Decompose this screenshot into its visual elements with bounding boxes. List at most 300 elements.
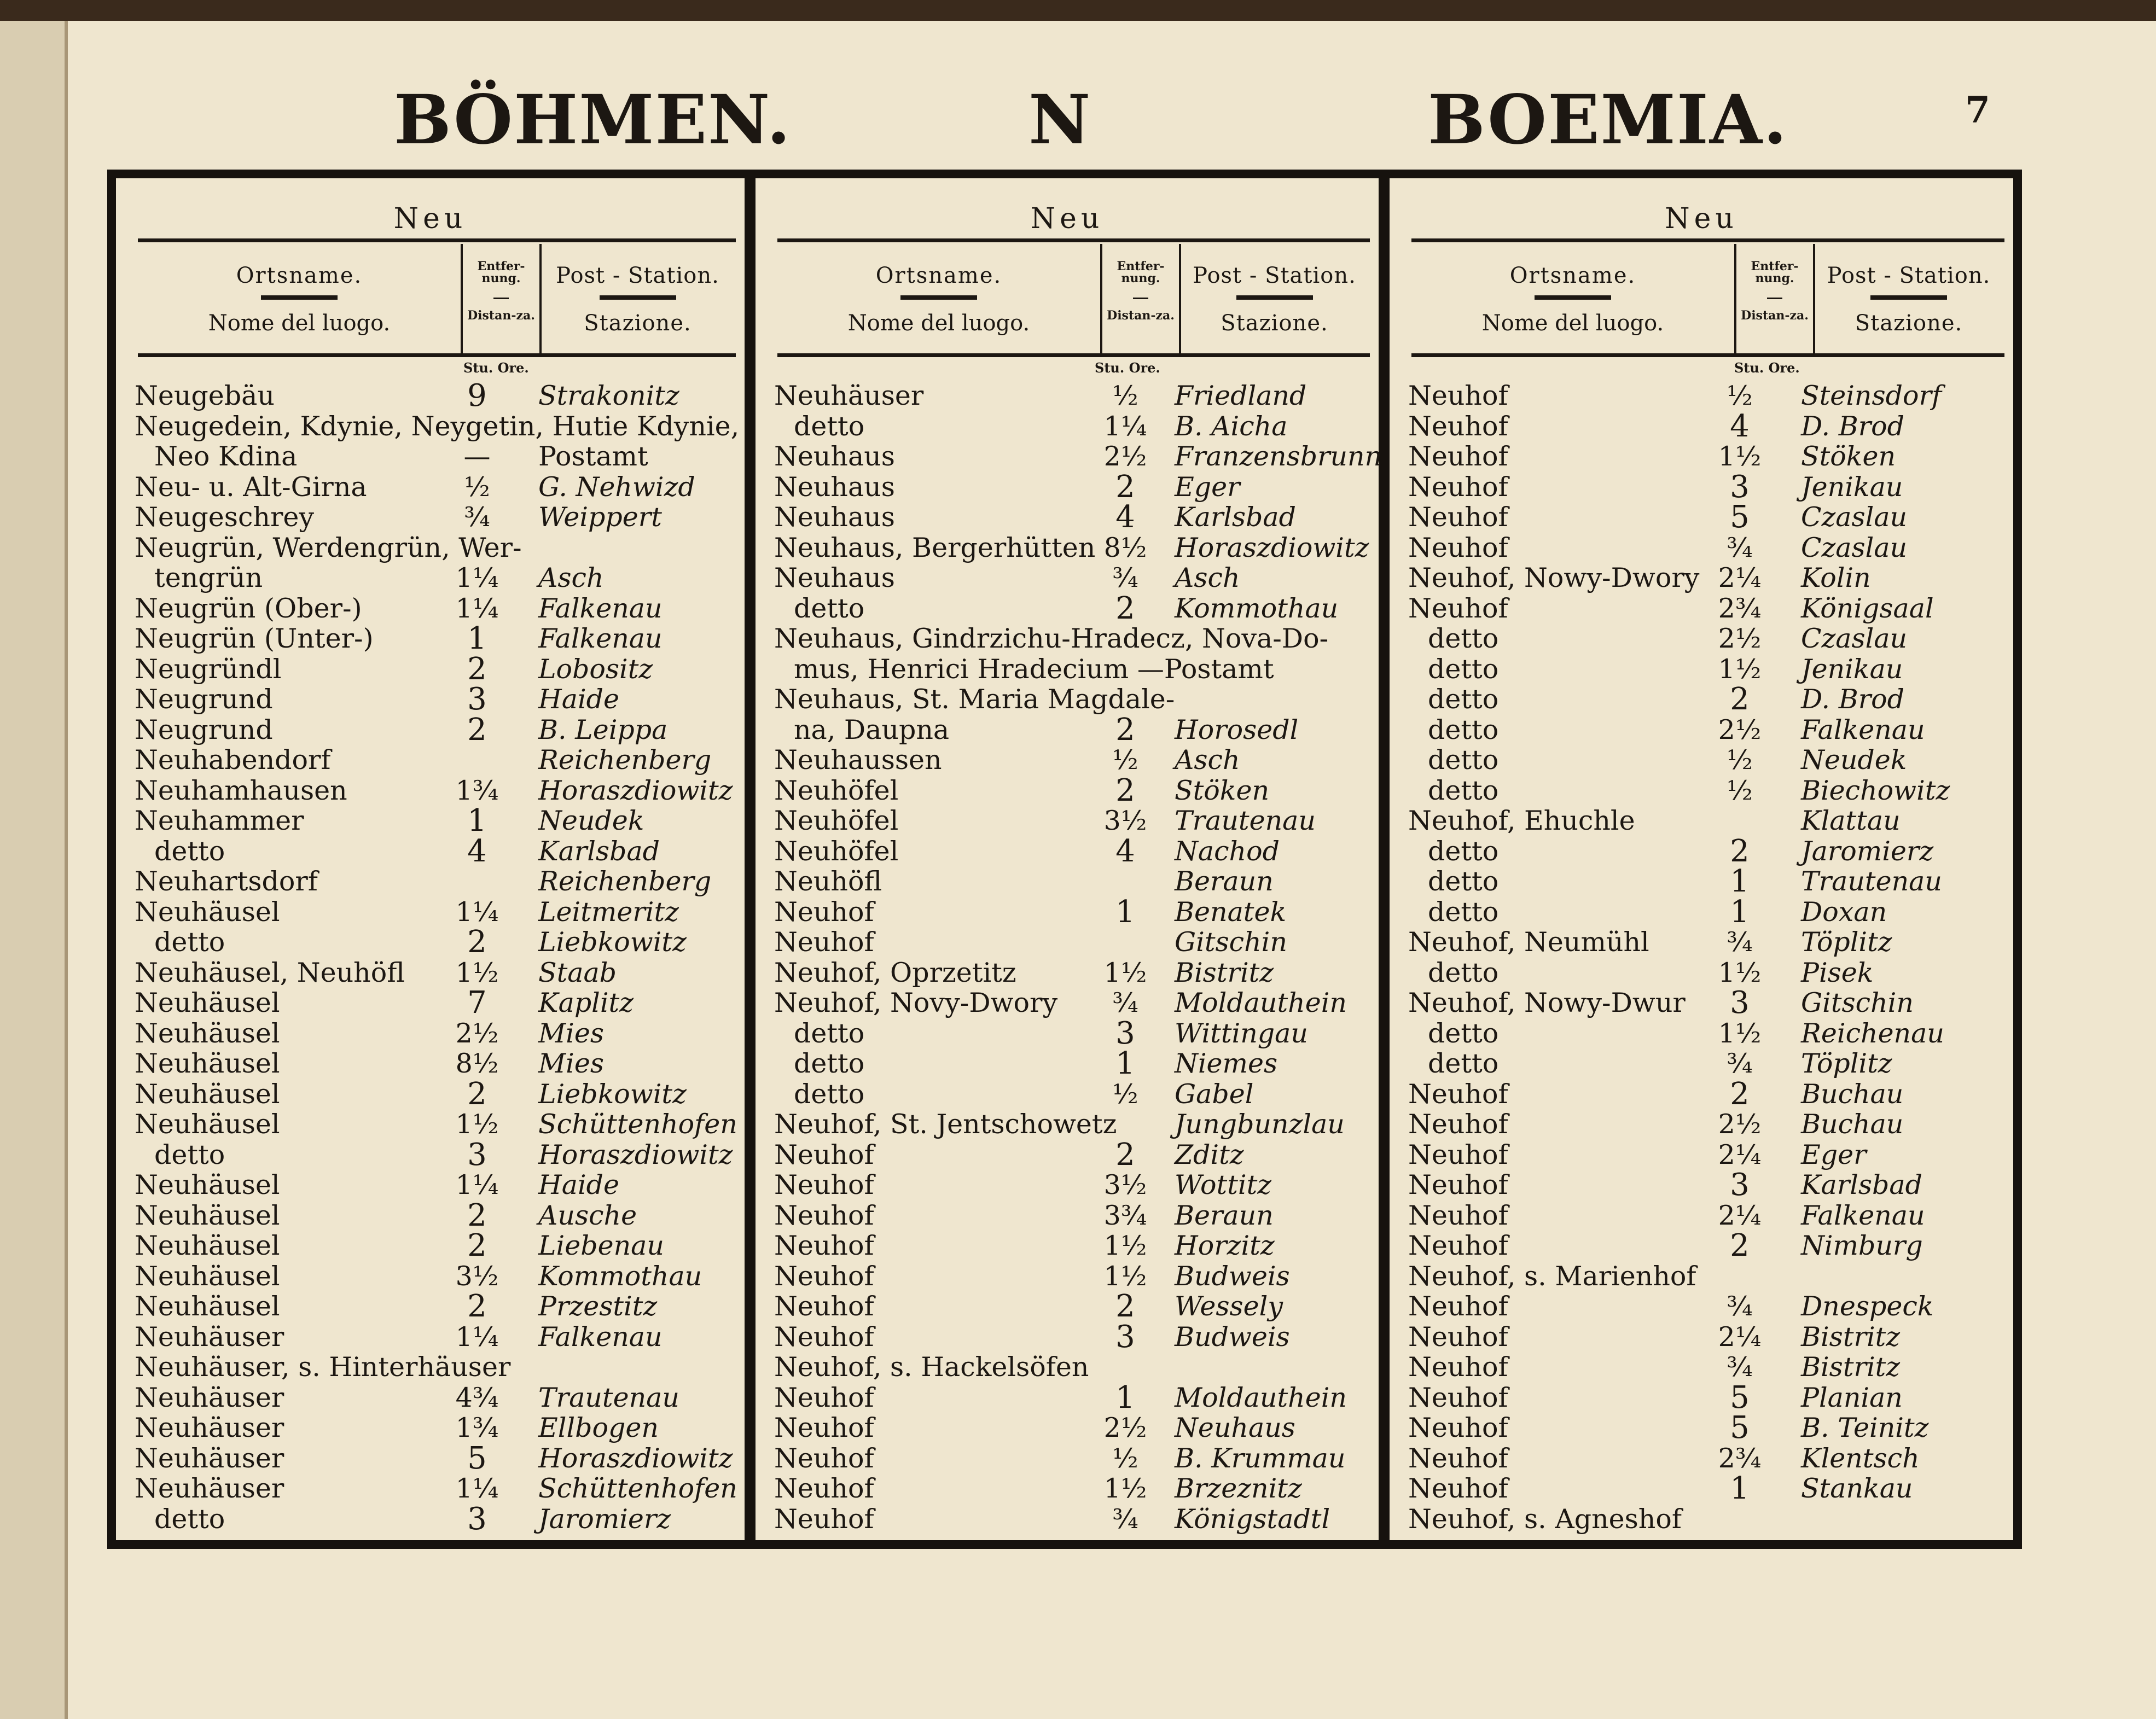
place-name: detto [794,592,865,624]
distance-value: 2½ [1103,441,1147,472]
place-name: detto [794,1078,865,1110]
place-name: Neuhäuser [135,1321,284,1353]
distance-value: 2 [1115,772,1135,808]
table-row [116,866,745,897]
column-divider [1379,178,1390,1540]
post-station: Klattau [1801,805,1901,836]
table-row [1390,469,2013,505]
distance-value: 3 [1730,469,1750,505]
table-row [1390,1109,2013,1140]
table-row [756,1291,1379,1322]
place-name: na, Daupna [794,714,950,745]
post-station: Budweis [1175,1260,1290,1292]
post-station: Jungbunzlau [1175,1109,1345,1140]
place-name: Neuhamhausen [135,774,347,806]
table-row [116,1197,745,1233]
book-page [0,21,2156,1719]
units-label: Stu. Ore. [1095,360,1160,376]
distance-value: 1 [467,621,487,656]
place-name: detto [1428,744,1499,776]
post-station: Falkenau [538,623,663,654]
distance-value: 1¼ [455,1473,499,1504]
place-name: Neuhof, Neumühl [1408,926,1649,958]
distance-value: 3 [1115,1015,1135,1051]
distance-value: ½ [1727,380,1753,411]
place-name: Neuhof [1408,1199,1508,1231]
post-station: Horaszdiowitz [538,1139,733,1170]
row-list [116,378,745,1537]
place-name: Neuhof [774,1503,874,1535]
place-name: detto [1428,653,1499,685]
post-station: Doxan [1801,896,1887,928]
table-row [1390,623,2013,654]
distance-value: ½ [1112,380,1138,411]
place-name: Neuhäusel [135,1017,280,1049]
place-name: Neuhäuser [135,1473,284,1504]
post-station: Königsaal [1801,592,1934,624]
header-rule [777,353,1370,357]
post-station: Trautenau [1175,805,1316,836]
place-name: Neuhof, Novy-Dwory [774,987,1058,1018]
distance-value: 1½ [1103,1473,1147,1504]
table-row [116,1291,745,1322]
place-name: Neuhäusel [135,1109,280,1140]
place-name: Neuhof [1408,1412,1508,1443]
distance-header: Entfer-nung. Distan-za. [1100,244,1181,353]
row-list [756,380,1382,1535]
table-row [756,441,1382,472]
place-name: mus, Henrici Hradecium —Postamt [794,653,1274,685]
post-station: Falkenau [538,592,663,624]
row-list [1390,381,2013,1534]
place-name: Neuhaussen [774,744,942,776]
post-station: Przestitz [538,1291,658,1322]
distance-value: 1¼ [455,562,499,593]
place-name: Neuhof, Nowy-Dwur [1408,987,1686,1018]
distance-value: 2¾ [1718,1442,1762,1474]
distance-value: 1 [1730,864,1750,899]
place-name: Neuhof [1408,1291,1508,1322]
post-station: Jaromierz [1801,835,1934,867]
place-name: Neugedein, Kdynie, Neygetin, Hutie Kdynie, [135,410,740,442]
post-station: Mies [538,1017,604,1049]
distance-value: ½ [1727,744,1753,776]
post-station: Niemes [1175,1048,1278,1079]
place-name: Neuhof [774,1442,874,1474]
table-row [116,745,745,776]
post-station: Bistritz [1801,1351,1901,1383]
distance-value: 4 [1730,408,1750,444]
post-station: B. Teinitz [1801,1412,1929,1443]
place-name: Neuhof [1408,1473,1508,1504]
table-row [116,441,745,472]
table-column [116,178,745,1540]
post-station: Nimburg [1801,1230,1923,1261]
table-row [1390,1140,2013,1170]
place-name: Neuhof [1408,532,1508,563]
post-station: Schüttenhofen [538,1109,737,1140]
distance-value: 2 [1115,1289,1135,1324]
distance-value: 2 [1115,1137,1135,1173]
place-name: Neuhäuser, s. Hinterhäuser [135,1351,511,1383]
table-row [1390,1504,2013,1535]
header-rule [1411,238,2004,242]
column-headers [777,244,1370,353]
post-station: Budweis [1175,1321,1290,1353]
distance-value: 2¼ [1718,562,1762,593]
table-row [116,502,745,533]
post-station: Moldauthein [1175,1382,1347,1413]
post-station: Planian [1801,1382,1903,1413]
distance-value: 1½ [1718,441,1762,472]
distance-value: 2 [467,651,487,687]
table-row [116,776,745,806]
place-name-header: Ortsname. Nome del luogo. [208,263,391,336]
distance-value: 2 [1115,469,1135,505]
post-station: Gitschin [1175,926,1287,958]
place-name: detto [1428,866,1499,897]
place-name: Neuhof, Ehuchle [1408,805,1635,836]
place-name: Neugründl [135,653,282,685]
distance-value: 3 [467,1137,487,1173]
title-italian: BOEMIA. [1428,80,1788,160]
table-row [1390,806,2013,836]
distance-value: ¾ [1727,1291,1753,1322]
place-name: Neugrün (Unter-) [135,623,374,654]
post-station: Ellbogen [538,1412,659,1443]
distance-value: 2½ [1718,1109,1762,1140]
distance-value: 3 [1115,1319,1135,1355]
table-row [1390,681,2013,717]
place-name: Neuhof [1408,441,1508,472]
distance-value: 3½ [455,1260,499,1292]
table-row [756,712,1379,748]
table-row [1390,1379,2013,1415]
table-row [756,866,1379,897]
table-row [756,1048,1379,1079]
place-name: Neo Kdina [154,441,298,472]
distance-value: 4 [467,833,487,869]
post-station: Trautenau [538,1382,679,1413]
table-row [116,378,745,413]
table-row [1390,1048,2013,1079]
distance-value: 4¾ [455,1382,499,1413]
table-row [116,1170,745,1201]
post-station: Ausche [538,1199,637,1231]
place-name: detto [1428,1017,1499,1049]
post-station: Steinsdorf [1801,380,1942,411]
previous-page-edge [0,21,68,1719]
post-station: Falkenau [538,1321,663,1353]
post-station: Zditz [1175,1139,1244,1170]
distance-value: 2 [1730,833,1750,869]
table-row [1390,1443,2013,1474]
table-row [1390,833,2013,869]
place-name: Neuhäusel [135,1169,280,1201]
table-row [1390,533,2013,563]
distance-value: 2 [1115,712,1135,748]
post-station: Weippert [538,502,662,533]
title-german: BÖHMEN. [394,80,792,160]
post-station: Eger [1801,1139,1867,1170]
place-name: Neugrün, Werdengrün, Wer- [135,532,522,563]
distance-value: 2 [467,1289,487,1324]
post-station: Mies [538,1048,604,1079]
post-station: Stöken [1175,774,1270,806]
post-station: Liebkowitz [538,1078,687,1110]
place-name: detto [794,1048,865,1079]
table-row [1390,927,2013,958]
post-station: Karlsbad [1175,502,1297,533]
distance-value: 5 [467,1440,487,1476]
post-station: Gitschin [1801,987,1914,1018]
post-station-header: Post - Station. Stazione. [556,263,719,336]
distance-value: 1½ [1103,1230,1147,1261]
place-name: Neuhof, s. Marienhof [1408,1260,1696,1292]
place-name: Neugeschrey [135,502,315,533]
table-row [116,1018,745,1049]
place-name: Neuhof [774,1169,874,1201]
post-station: Neuhaus [1175,1412,1295,1443]
place-name: detto [154,835,225,867]
table-row [116,623,745,654]
place-name: Neuhof [1408,1078,1508,1110]
place-name: detto [1428,896,1499,928]
place-name: Neuhof [1408,1351,1508,1383]
distance-value: 1¾ [455,774,499,806]
table-row [756,772,1379,808]
post-station-header: Post - Station. Stazione. [1827,263,1991,336]
place-name: Neuhof [774,896,874,928]
place-name: Neuhof [1408,1109,1508,1140]
place-name: Neuhof [1408,410,1508,442]
place-name: Neuhof [1408,1321,1508,1353]
post-station: Pisek [1801,957,1874,988]
header-rule [138,353,736,357]
post-station-header: Post - Station. Stazione. [1193,263,1356,336]
distance-value: 2 [1730,1076,1750,1112]
post-station: Friedland [1175,380,1307,411]
distance-value: 2¼ [1718,1321,1762,1353]
place-name: Neuhof [774,1230,874,1261]
post-station: Klentsch [1801,1442,1920,1474]
post-station: Horosedl [1175,714,1299,745]
table-row [756,1015,1379,1051]
distance-value: ¾ [464,502,490,533]
post-station: Beraun [1175,866,1274,897]
section-letter: N [1028,80,1092,160]
distance-value: 3 [467,681,487,717]
place-name: detto [154,1139,225,1170]
distance-value: 1 [1115,894,1135,930]
place-name: Neuhof [774,1260,874,1292]
post-station: Neudek [1801,744,1907,776]
table-row [1390,776,2013,806]
place-name: Neuhäuser [774,380,924,411]
distance-value: 3 [1730,1167,1750,1203]
place-name: detto [1428,714,1499,745]
post-station: Stöken [1801,441,1896,472]
place-name: Neuhäuser [135,1442,284,1474]
table-row [1390,1410,2013,1446]
distance-value: 1½ [455,957,499,988]
section-heading: Neu [1665,202,1738,235]
place-name: Neuhof, Nowy-Dwory [1408,562,1700,593]
table-row [756,1379,1379,1415]
table-row [756,469,1379,505]
post-station: Strakonitz [538,380,679,411]
header-rule [1411,353,2004,357]
distance-value: 3¾ [1103,1199,1147,1231]
place-name: Neu- u. Alt-Girna [135,471,367,503]
place-name: Neuhäusel [135,1078,280,1110]
section-heading: Neu [393,202,467,235]
distance-value: 2¾ [1718,592,1762,624]
table-row [1390,866,2013,897]
place-name: Neuhäusel [135,1048,280,1079]
post-station: Liebenau [538,1230,664,1261]
post-station: Horaszdiowitz [538,774,733,806]
distance-value: ½ [1112,1078,1138,1110]
place-name: detto [1428,684,1499,715]
post-station: Töplitz [1801,1048,1892,1079]
distance-value: 2 [467,712,487,748]
post-station: Dnespeck [1801,1291,1934,1322]
post-station: Bistritz [1175,957,1274,988]
post-station: G. Nehwizd [538,471,695,503]
post-station: Asch [1175,744,1240,776]
table-row [756,1352,1379,1383]
distance-value: 1¼ [455,1169,499,1201]
post-station: Falkenau [1801,714,1925,745]
distance-value: ¾ [1112,562,1138,593]
place-name: Neuhof [1408,1169,1508,1201]
place-name: Neuhof [774,1139,874,1170]
place-name: Neuhöfel [774,835,899,867]
table-row [1390,745,2013,776]
table-row [756,590,1379,626]
table-row [1390,715,2013,745]
table-row [756,988,1379,1018]
place-name: Neuhammer [135,805,304,836]
table-row [1390,1076,2013,1112]
post-station: Franzensbrunn [1175,441,1382,472]
place-name: Neuhäusel [135,1199,280,1231]
units-label: Stu. Ore. [463,360,529,376]
post-station: Asch [538,562,604,593]
distance-value: 5 [1730,1379,1750,1415]
place-name: Neuhof, s. Hackelsöfen [774,1351,1089,1383]
distance-value: 5 [1730,1410,1750,1446]
post-station: Jenikau [1801,471,1903,503]
table-row [756,1261,1379,1292]
place-name: Neuhof [774,926,874,958]
post-station: Eger [1175,471,1240,503]
place-name: detto [1428,835,1499,867]
place-name: Neugrund [135,684,273,715]
distance-value: 1 [1115,1379,1135,1415]
post-station: Gabel [1175,1078,1254,1110]
table-row [756,1109,1379,1140]
table-row [116,1228,745,1263]
place-name: Neuhäusel, Neuhöfl [135,957,405,988]
post-station: Staab [538,957,617,988]
table-row [756,1231,1379,1261]
post-station: Asch [1175,562,1240,593]
table-row [116,593,745,624]
distance-value: ½ [1727,774,1753,806]
distance-value: ¾ [1112,987,1138,1018]
place-name: Neuhartsdorf [135,866,318,897]
place-name: Neuhäusel [135,1291,280,1322]
post-station: Lobositz [538,653,653,685]
post-station: Wittingau [1175,1017,1308,1049]
distance-value: 2½ [1103,1412,1147,1443]
table-row [756,563,1379,593]
distance-value: ½ [1112,1442,1138,1474]
table-row [116,1440,745,1476]
place-name: Neuhaus, St. Maria Magdale- [774,684,1175,715]
table-row [1390,1261,2013,1292]
place-name: Neuhabendorf [135,744,331,776]
header-rule [777,238,1370,242]
post-station: Bistritz [1801,1321,1901,1353]
distance-value: 1¼ [455,896,499,928]
table-row [1390,441,2013,472]
place-name: Neuhaus [774,502,895,533]
table-column [1390,178,2013,1540]
place-name: Neuhäusel [135,1260,280,1292]
post-station: B. Leippa [538,714,668,745]
distance-value: 1 [1730,1471,1750,1506]
distance-value: ½ [1112,744,1138,776]
distance-value: 7 [467,985,487,1021]
distance-value: 4 [1115,833,1135,869]
post-station: Leitmeritz [538,896,679,928]
column-divider [745,178,756,1540]
post-station: Buchau [1801,1078,1904,1110]
table-row [116,651,745,687]
post-station: Beraun [1175,1199,1274,1231]
post-station: Reichenberg [538,744,712,776]
units-label: Stu. Ore. [1734,360,1800,376]
post-station: Reichenberg [538,866,712,897]
post-station: Falkenau [1801,1199,1925,1231]
table-row [756,1473,1379,1504]
distance-value: 2 [1730,1228,1750,1263]
place-name: Neuhof [1408,1230,1508,1261]
distance-value: 2½ [455,1017,499,1049]
place-name: Neuhäusel [135,1230,280,1261]
distance-value: 2¼ [1718,1199,1762,1231]
place-name: detto [794,1017,865,1049]
table-row [116,924,745,960]
table-row [116,1076,745,1112]
place-name: Neuhof [1408,471,1508,503]
distance-value: ¾ [1727,1048,1753,1079]
distance-value: 2 [1115,590,1135,626]
place-name: Neuhof, s. Agneshof [1408,1503,1682,1535]
place-name: detto [1428,1048,1499,1079]
place-name: detto [154,1503,225,1535]
table-row [756,1319,1379,1355]
table-row [756,411,1379,442]
table-row [116,803,745,838]
table-row [116,712,745,748]
distance-value: 4 [1115,499,1135,535]
distance-value: 1½ [1718,1017,1762,1049]
distance-value: 2 [467,1228,487,1263]
